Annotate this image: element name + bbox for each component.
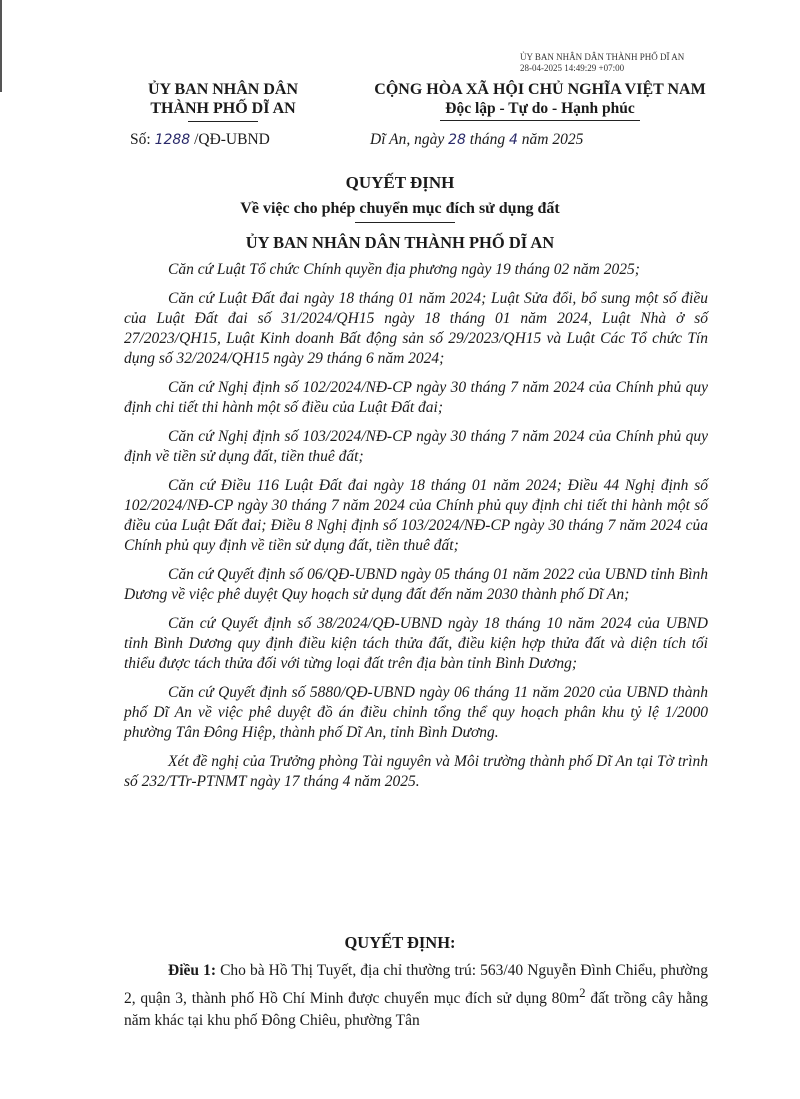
document-title: QUYẾT ĐỊNH [345, 173, 455, 192]
document-subject: Về việc cho phép chuyển mục đích sử dụng đất [240, 200, 560, 217]
scan-edge-mark [0, 0, 2, 92]
subject-underline [355, 222, 455, 223]
article-1-paragraph [124, 960, 708, 1032]
issuing-authority [118, 80, 328, 122]
basis-paragraph: Căn cứ Luật Đất đai ngày 18 tháng 01 năm 2024; Luật Sửa đổi, bổ sung một số điều của Luật Đất đai số 31/2024/QH15 ngày 18 tháng 01 năm 2024, Luật Nhà ở số 27/2023/QH15, Luật Kinh doanh Bất động sản số 29/2023/QH15 và Luật Các Tổ chức Tín dụng số 32/2024/QH15 ngày 29 tháng 6 năm 2024; [124, 290, 708, 367]
digital-signature-stamp [520, 52, 790, 74]
signature-org: ỦY BAN NHÂN DÂN THÀNH PHỐ DĨ AN [520, 52, 685, 62]
date-part-2: tháng [469, 131, 506, 148]
basis-paragraph: Xét đề nghị của Trưởng phòng Tài nguyên và Môi trường thành phố Dĩ An tại Tờ trình số 232/TTr-PTNMT ngày 17 tháng 4 năm 2025. [124, 753, 708, 790]
date-month: 4 [508, 132, 518, 148]
national-header [330, 80, 750, 121]
basis-paragraph: Căn cứ Quyết định số 06/QĐ-UBND ngày 05 tháng 01 năm 2022 của UBND tỉnh Bình Dương về việc phê duyệt Quy hoạch sử dụng đất đến năm 2030 thành phố Dĩ An; [124, 566, 708, 603]
national-name: CỘNG HÒA XÃ HỘI CHỦ NGHĨA VIỆT NAM [374, 81, 706, 98]
document-date [370, 131, 583, 149]
signature-timestamp: 28-04-2025 14:49:29 +07:00 [520, 63, 625, 73]
article-1 [124, 960, 708, 1032]
area-unit-superscript: 2 [579, 985, 586, 1000]
national-motto: Độc lập - Tự do - Hạnh phúc [445, 100, 635, 117]
basis-paragraph: Căn cứ Nghị định số 102/2024/NĐ-CP ngày 30 tháng 7 năm 2024 của Chính phủ quy định chi tiết thi hành một số điều của Luật Đất đai; [124, 379, 708, 416]
authority-underline [188, 121, 258, 122]
date-part-3: năm 2025 [521, 131, 584, 148]
motto-underline [440, 120, 640, 121]
article-1-text-before: Cho bà Hồ Thị Tuyết, địa chỉ thường trú: 563/40 Nguyễn Đình Chiểu, phường 2, quận 3, thành phố Hồ Chí Minh được chuyển mục đích sử dụng 80m [124, 962, 708, 1008]
article-1-label: Điều 1: [168, 962, 216, 979]
basis-paragraph: Căn cứ Luật Tổ chức Chính quyền địa phương ngày 19 tháng 02 năm 2025; [168, 261, 640, 278]
document-number [130, 131, 270, 149]
authority-line-1: ỦY BAN NHÂN DÂN [147, 81, 299, 98]
date-part-1: Dĩ An, ngày [370, 131, 445, 148]
legal-basis [124, 260, 708, 801]
basis-paragraph: Căn cứ Quyết định số 38/2024/QĐ-UBND ngày 18 tháng 10 năm 2024 của UBND tỉnh Bình Dương quy định điều kiện tách thửa đất, điều kiện hợp thửa đất và diện tích tối thiểu được tách thửa đối với từng loại đất trên địa bàn tỉnh Bình Dương; [124, 615, 708, 672]
authority-line-2: THÀNH PHỐ DĨ AN [150, 100, 296, 117]
doc-number-handwritten: 1288 [154, 132, 191, 148]
basis-paragraph: Căn cứ Điều 116 Luật Đất đai ngày 18 tháng 01 năm 2024; Điều 44 Nghị định số 102/2024/NĐ-CP ngày 30 tháng 7 năm 2024 của Chính phủ quy định chi tiết thi hành một số điều của Luật Đất đai; Điều 8 Nghị định số 103/2024/NĐ-CP ngày 30 tháng 7 năm 2024 của Chính phủ quy định về tiền sử dụng đất, tiền thuê đất; [124, 477, 708, 554]
article-1-text-after: đất trồng cây hằng năm khác tại khu phố Đông Chiêu, phường Tân [124, 990, 708, 1030]
basis-paragraph: Căn cứ Nghị định số 103/2024/NĐ-CP ngày 30 tháng 7 năm 2024 của Chính phủ quy định về tiền sử dụng đất, tiền thuê đất; [124, 428, 708, 465]
doc-number-suffix: /QĐ-UBND [194, 131, 270, 148]
authority-heading: ỦY BAN NHÂN DÂN THÀNH PHỐ DĨ AN [245, 233, 555, 252]
date-day: 28 [448, 132, 466, 148]
doc-number-prefix: Số: [130, 131, 151, 148]
basis-paragraph: Căn cứ Quyết định số 5880/QĐ-UBND ngày 06 tháng 11 năm 2020 của UBND thành phố Dĩ An về việc phê duyệt đồ án điều chỉnh tổng thể quy hoạch phân khu tỷ lệ 1/2000 phường Tân Đông Hiệp, thành phố Dĩ An, tỉnh Bình Dương. [124, 684, 708, 741]
decision-heading: QUYẾT ĐỊNH: [344, 933, 456, 952]
